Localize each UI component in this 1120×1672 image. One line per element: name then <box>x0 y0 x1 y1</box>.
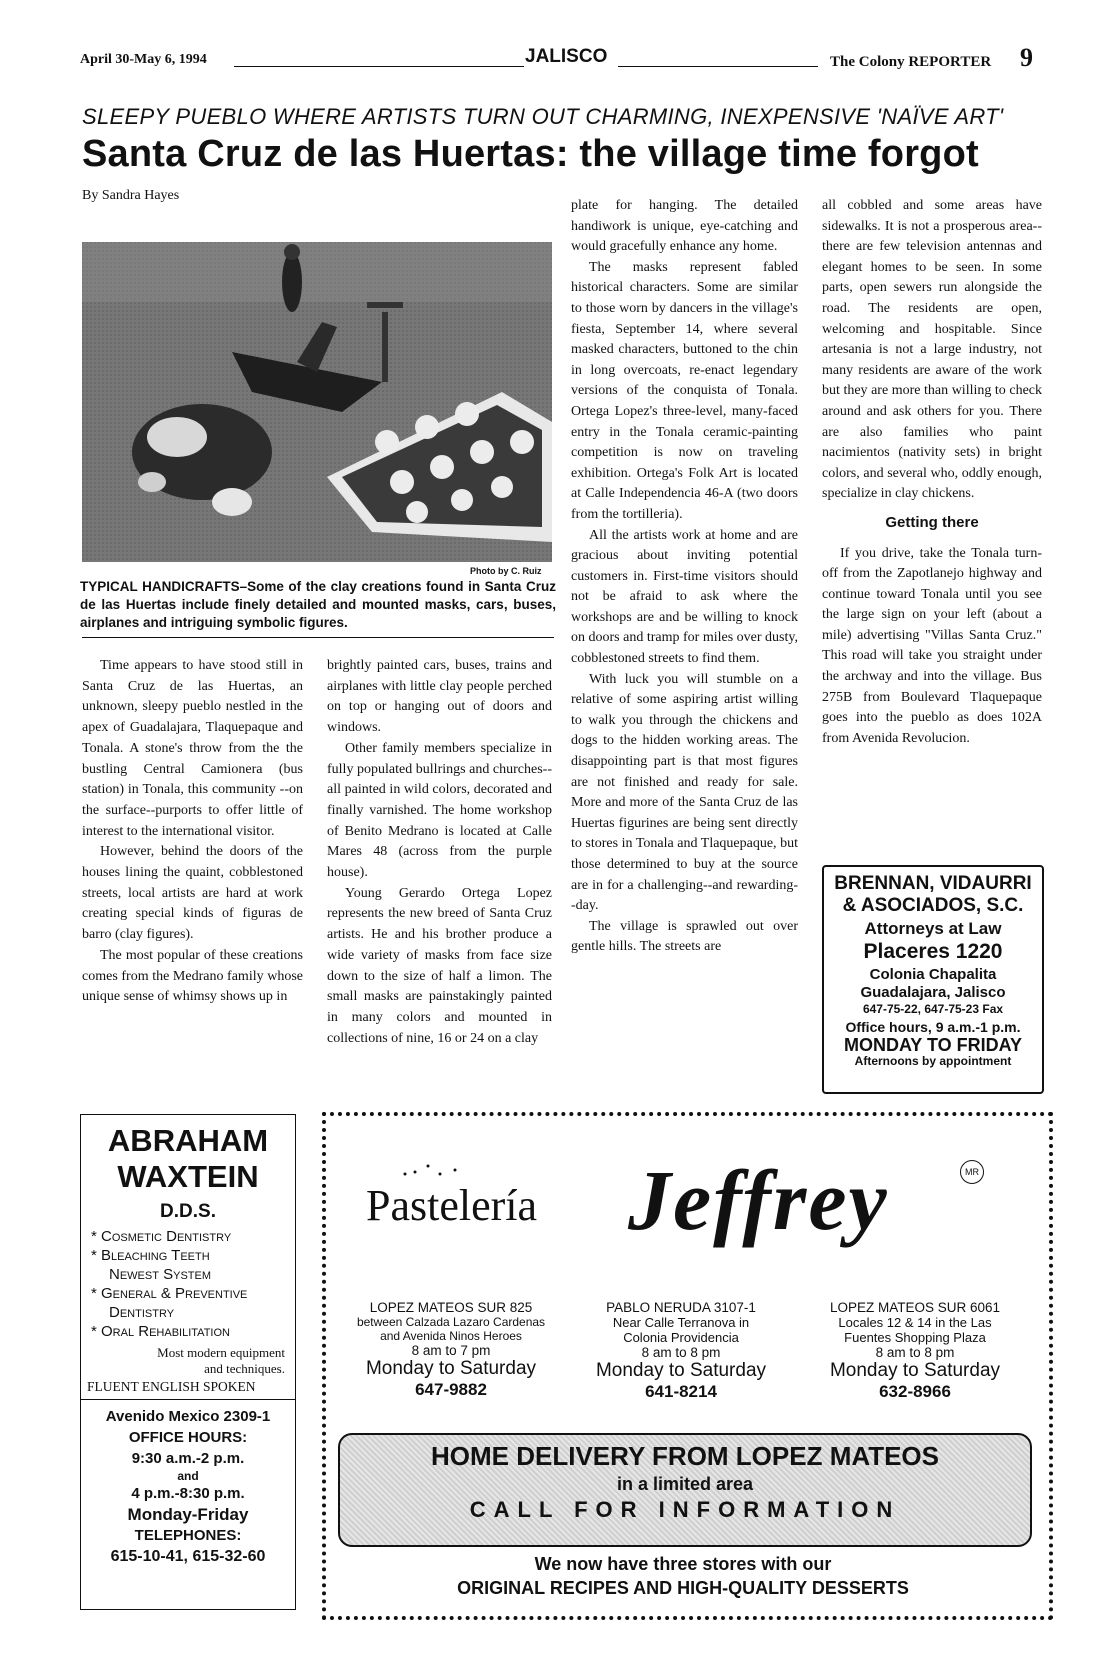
header-rule-right <box>618 66 818 67</box>
service-item: * General & Preventive <box>91 1285 248 1302</box>
dentist-equipment-2: and techniques. <box>204 1361 285 1376</box>
paragraph: If you drive, take the Tonala turn-off from the Zapotlanejo highway and continue toward Tonala until you see the large sign on your left (about a mile) advertising "Villas Santa Cruz." This road will take you straight under the archway and into the village. Bus 275B from Boulevard Tlaquepaque goes into the pueblo as does 102A from Avenida Revolucion. <box>822 545 1042 746</box>
paragraph: All the artists work at home and are gracious about inviting potential customers in. First-time visitors should not be afraid to ask where the workshops are and be willing to knock on doors and tramp for miles over dusty, cobblestoned streets to find them. <box>571 527 798 667</box>
jeffrey-footer-2: ORIGINAL RECIPES AND HIGH-QUALITY DESSERTS <box>457 1578 909 1598</box>
brand-jeffrey-logo: Jeffrey <box>628 1152 889 1248</box>
section-name: JALISCO <box>525 46 608 67</box>
service-label: Bleaching Teeth <box>101 1247 210 1264</box>
caption-rule <box>82 637 554 638</box>
service-label: Newest System <box>109 1266 212 1283</box>
dentist-services <box>81 1227 295 1341</box>
paragraph: The village is sprawled out over gentle hills. The streets are <box>571 918 798 955</box>
dentist-name-line1: ABRAHAM <box>107 1123 269 1158</box>
paragraph: Young Gerardo Ortega Lopez represents the new breed of Santa Cruz artists. He and his brother produce a wide variety of masks from face size down to the size of half a limon. The small masks are painstakingly painted in many colors and mounted in collections of nine, 16 or 24 on a clay <box>327 885 552 1046</box>
handicrafts-photo <box>82 242 552 562</box>
firm-hours: Office hours, 9 a.m.-1 p.m. <box>845 1018 1021 1035</box>
dentist-english: FLUENT ENGLISH SPOKEN <box>81 1379 295 1400</box>
subhead-getting-there: Getting there <box>885 513 979 531</box>
store-3 <box>800 1300 1030 1402</box>
paragraph: However, behind the doors of the houses lining the quaint, cobblestoned streets, local artists are hard at work creating special kinds of figuras de barro (clay figures). <box>82 844 303 943</box>
dentist-hours-1: 9:30 a.m.-2 p.m. <box>131 1450 245 1467</box>
article-headline: Santa Cruz de las Huertas: the village time forgot <box>82 133 979 175</box>
paragraph: Time appears to have stood still in Santa Cruz de las Huertas, an unknown, sleepy pueblo nestled in the apex of Guadalajara, Tlaquepaque and Tonala. A stone's throw from the the bustling Central Camionera (bus station) in Tonala, this community --on the surface--purports to offer little of interest to the international visitor. <box>82 658 303 839</box>
store-line3: and Avenida Ninos Heroes <box>380 1329 522 1343</box>
paragraph: The most popular of these creations comes from the Medrano family whose unique sense of whimsy shows up in <box>82 947 303 1005</box>
brand-pasteleria: Pastelería <box>366 1181 538 1230</box>
store-2 <box>566 1300 796 1402</box>
delivery-call: CALL FOR INFORMATION <box>469 1497 901 1522</box>
dentist-telephones: 615-10-41, 615-32-60 <box>110 1548 266 1565</box>
service-item <box>91 1265 295 1284</box>
firm-title: Attorneys at Law <box>864 918 1002 938</box>
store-days: Monday to Saturday <box>595 1360 767 1381</box>
store-1 <box>336 1300 566 1400</box>
service-item <box>91 1303 295 1322</box>
firm-address: Placeres 1220 <box>863 940 1003 964</box>
service-label: Oral Rehabilitation <box>101 1323 230 1340</box>
page-number: 9 <box>1020 43 1033 72</box>
store-days: Monday to Saturday <box>829 1360 1001 1381</box>
delivery-heading: HOME DELIVERY FROM LOPEZ MATEOS <box>431 1441 939 1471</box>
dentist-and: and <box>177 1469 199 1483</box>
service-item: * Oral Rehabilitation <box>91 1323 230 1340</box>
firm-colonia: Colonia Chapalita <box>869 966 997 984</box>
store-phone: 641-8214 <box>645 1382 717 1401</box>
store-line3: Colonia Providencia <box>623 1330 739 1345</box>
newspaper-name: The Colony REPORTER <box>830 54 992 70</box>
home-delivery-banner <box>338 1433 1032 1547</box>
store-phone: 632-8966 <box>879 1382 951 1401</box>
dentist-hours-2: 4 p.m.-8:30 p.m. <box>131 1485 245 1502</box>
article-byline: By Sandra Hayes <box>82 188 180 203</box>
photo-illustration <box>82 242 552 562</box>
article-column-2 <box>327 656 552 1049</box>
paragraph: The masks represent fabled historical characters. Some are similar to those worn by dancers in the village's fiesta, September 14, where several masked characters, buttoned to the chin in long overcoats, re-enact legendary versions of the conquista of Tonala. Ortega Lopez's three-level, many-faced entry in the Tonala ceramic-painting competition is now on traveling exhibition. Ortega's Folk Art is located at Calle Independencia 46-A (two doors from the tortilleria). <box>571 259 798 522</box>
dentist-address: Avenido Mexico 2309-1 <box>105 1408 271 1425</box>
paragraph: brightly painted cars, buses, trains and airplanes with little clay people perched on top or hanging out of doors and windows. <box>327 658 552 736</box>
ad-brennan-vidaurri <box>822 865 1044 1094</box>
service-label: Cosmetic Dentistry <box>101 1228 232 1245</box>
firm-name-line1: BRENNAN, VIDAURRI <box>834 873 1032 894</box>
dentist-degree: D.D.S. <box>160 1201 216 1222</box>
photo-credit: Photo by C. Ruiz <box>470 566 542 576</box>
store-line2: Locales 12 & 14 in the Las <box>838 1315 992 1330</box>
store-phone: 647-9882 <box>415 1380 487 1399</box>
firm-city: Guadalajara, Jalisco <box>860 983 1006 1001</box>
service-label: Dentistry <box>109 1304 175 1321</box>
store-line2: between Calzada Lazaro Cardenas <box>356 1315 546 1329</box>
service-item: * Bleaching Teeth <box>91 1247 210 1264</box>
store-line2: Near Calle Terranova in <box>612 1315 750 1330</box>
store-hours: 8 am to 8 pm <box>641 1345 721 1360</box>
paragraph: all cobbled and some areas have sidewalks. It is not a prosperous area--there are few television antennas and elegant homes to be seen. In some parts, open sewers run alongside the road. The residents are open, welcoming and hospitable. Since artesania is not a large industry, not many residents are aware of the work but they are more than willing to check around and ask others for you. There are also families who paint nacimientos (nativity sets) in bright colors, and several who, oddly enough, specialize in clay chickens. <box>822 198 1042 502</box>
article-column-4 <box>822 196 1042 749</box>
registered-mark: MR <box>960 1160 984 1184</box>
paragraph: With luck you will stumble on a relative of some aspiring artist willing to walk you through the chickens and dogs to the hidden working areas. The disappointing part is that most figures are not finished and ready for sale. More and more of the Santa Cruz de las Huertas figurines are being sent directly to stores in Tonala and Tlaquepaque, but those determined to buy at the source are in for a challenging--and rewarding--day. <box>571 671 798 914</box>
article-column-1 <box>82 656 303 1008</box>
store-address: LOPEZ MATEOS SUR 6061 <box>829 1300 1001 1315</box>
service-label: General & Preventive <box>101 1285 248 1302</box>
dentist-hours-label: OFFICE HOURS: <box>128 1429 248 1446</box>
header-rule-left <box>234 66 524 67</box>
jeffrey-footer-1: We now have three stores with our <box>534 1554 832 1574</box>
dentist-tel-label: TELEPHONES: <box>134 1527 242 1544</box>
issue-date: April 30-May 6, 1994 <box>80 52 207 67</box>
paragraph: Other family members specialize in fully populated bullrings and churches--all painted in wild colors, decorated and finally varnished. The home workshop of Benito Medrano is located at Calle Mares 48 (across from the purple house). <box>327 740 552 881</box>
firm-days: MONDAY TO FRIDAY <box>843 1034 1023 1055</box>
decorative-dots-icon <box>400 1160 470 1180</box>
firm-name-line2: & ASOCIADOS, S.C. <box>842 894 1024 916</box>
ad-abraham-waxtein <box>80 1114 296 1610</box>
store-address: PABLO NERUDA 3107-1 <box>606 1300 756 1315</box>
dentist-equipment-1: Most modern equipment <box>157 1345 285 1360</box>
store-days: Monday to Saturday <box>365 1358 537 1379</box>
firm-appointment: Afternoons by appointment <box>854 1054 1012 1069</box>
store-address: LOPEZ MATEOS SUR 825 <box>369 1300 533 1315</box>
dentist-name-line2: WAXTEIN <box>117 1159 259 1194</box>
delivery-area: in a limited area <box>616 1474 754 1494</box>
firm-phones: 647-75-22, 647-75-23 Fax <box>862 1001 1004 1016</box>
paragraph: plate for hanging. The detailed handiwork is unique, eye-catching and would gracefully enhance any home. <box>571 198 798 255</box>
store-hours: 8 am to 8 pm <box>875 1345 955 1360</box>
store-line3: Fuentes Shopping Plaza <box>844 1330 986 1345</box>
photo-caption: TYPICAL HANDICRAFTS–Some of the clay creations found in Santa Cruz de las Huertas include finely detailed and mounted masks, cars, buses, airplanes and intriguing symbolic figures. <box>80 579 556 630</box>
store-hours: 8 am to 7 pm <box>411 1343 491 1358</box>
dentist-days: Monday-Friday <box>127 1505 249 1524</box>
article-column-3 <box>571 196 798 958</box>
service-item: * Cosmetic Dentistry <box>91 1228 232 1245</box>
article-kicker: SLEEPY PUEBLO WHERE ARTISTS TURN OUT CHARMING, INEXPENSIVE 'NAÏVE ART' <box>82 104 1004 129</box>
